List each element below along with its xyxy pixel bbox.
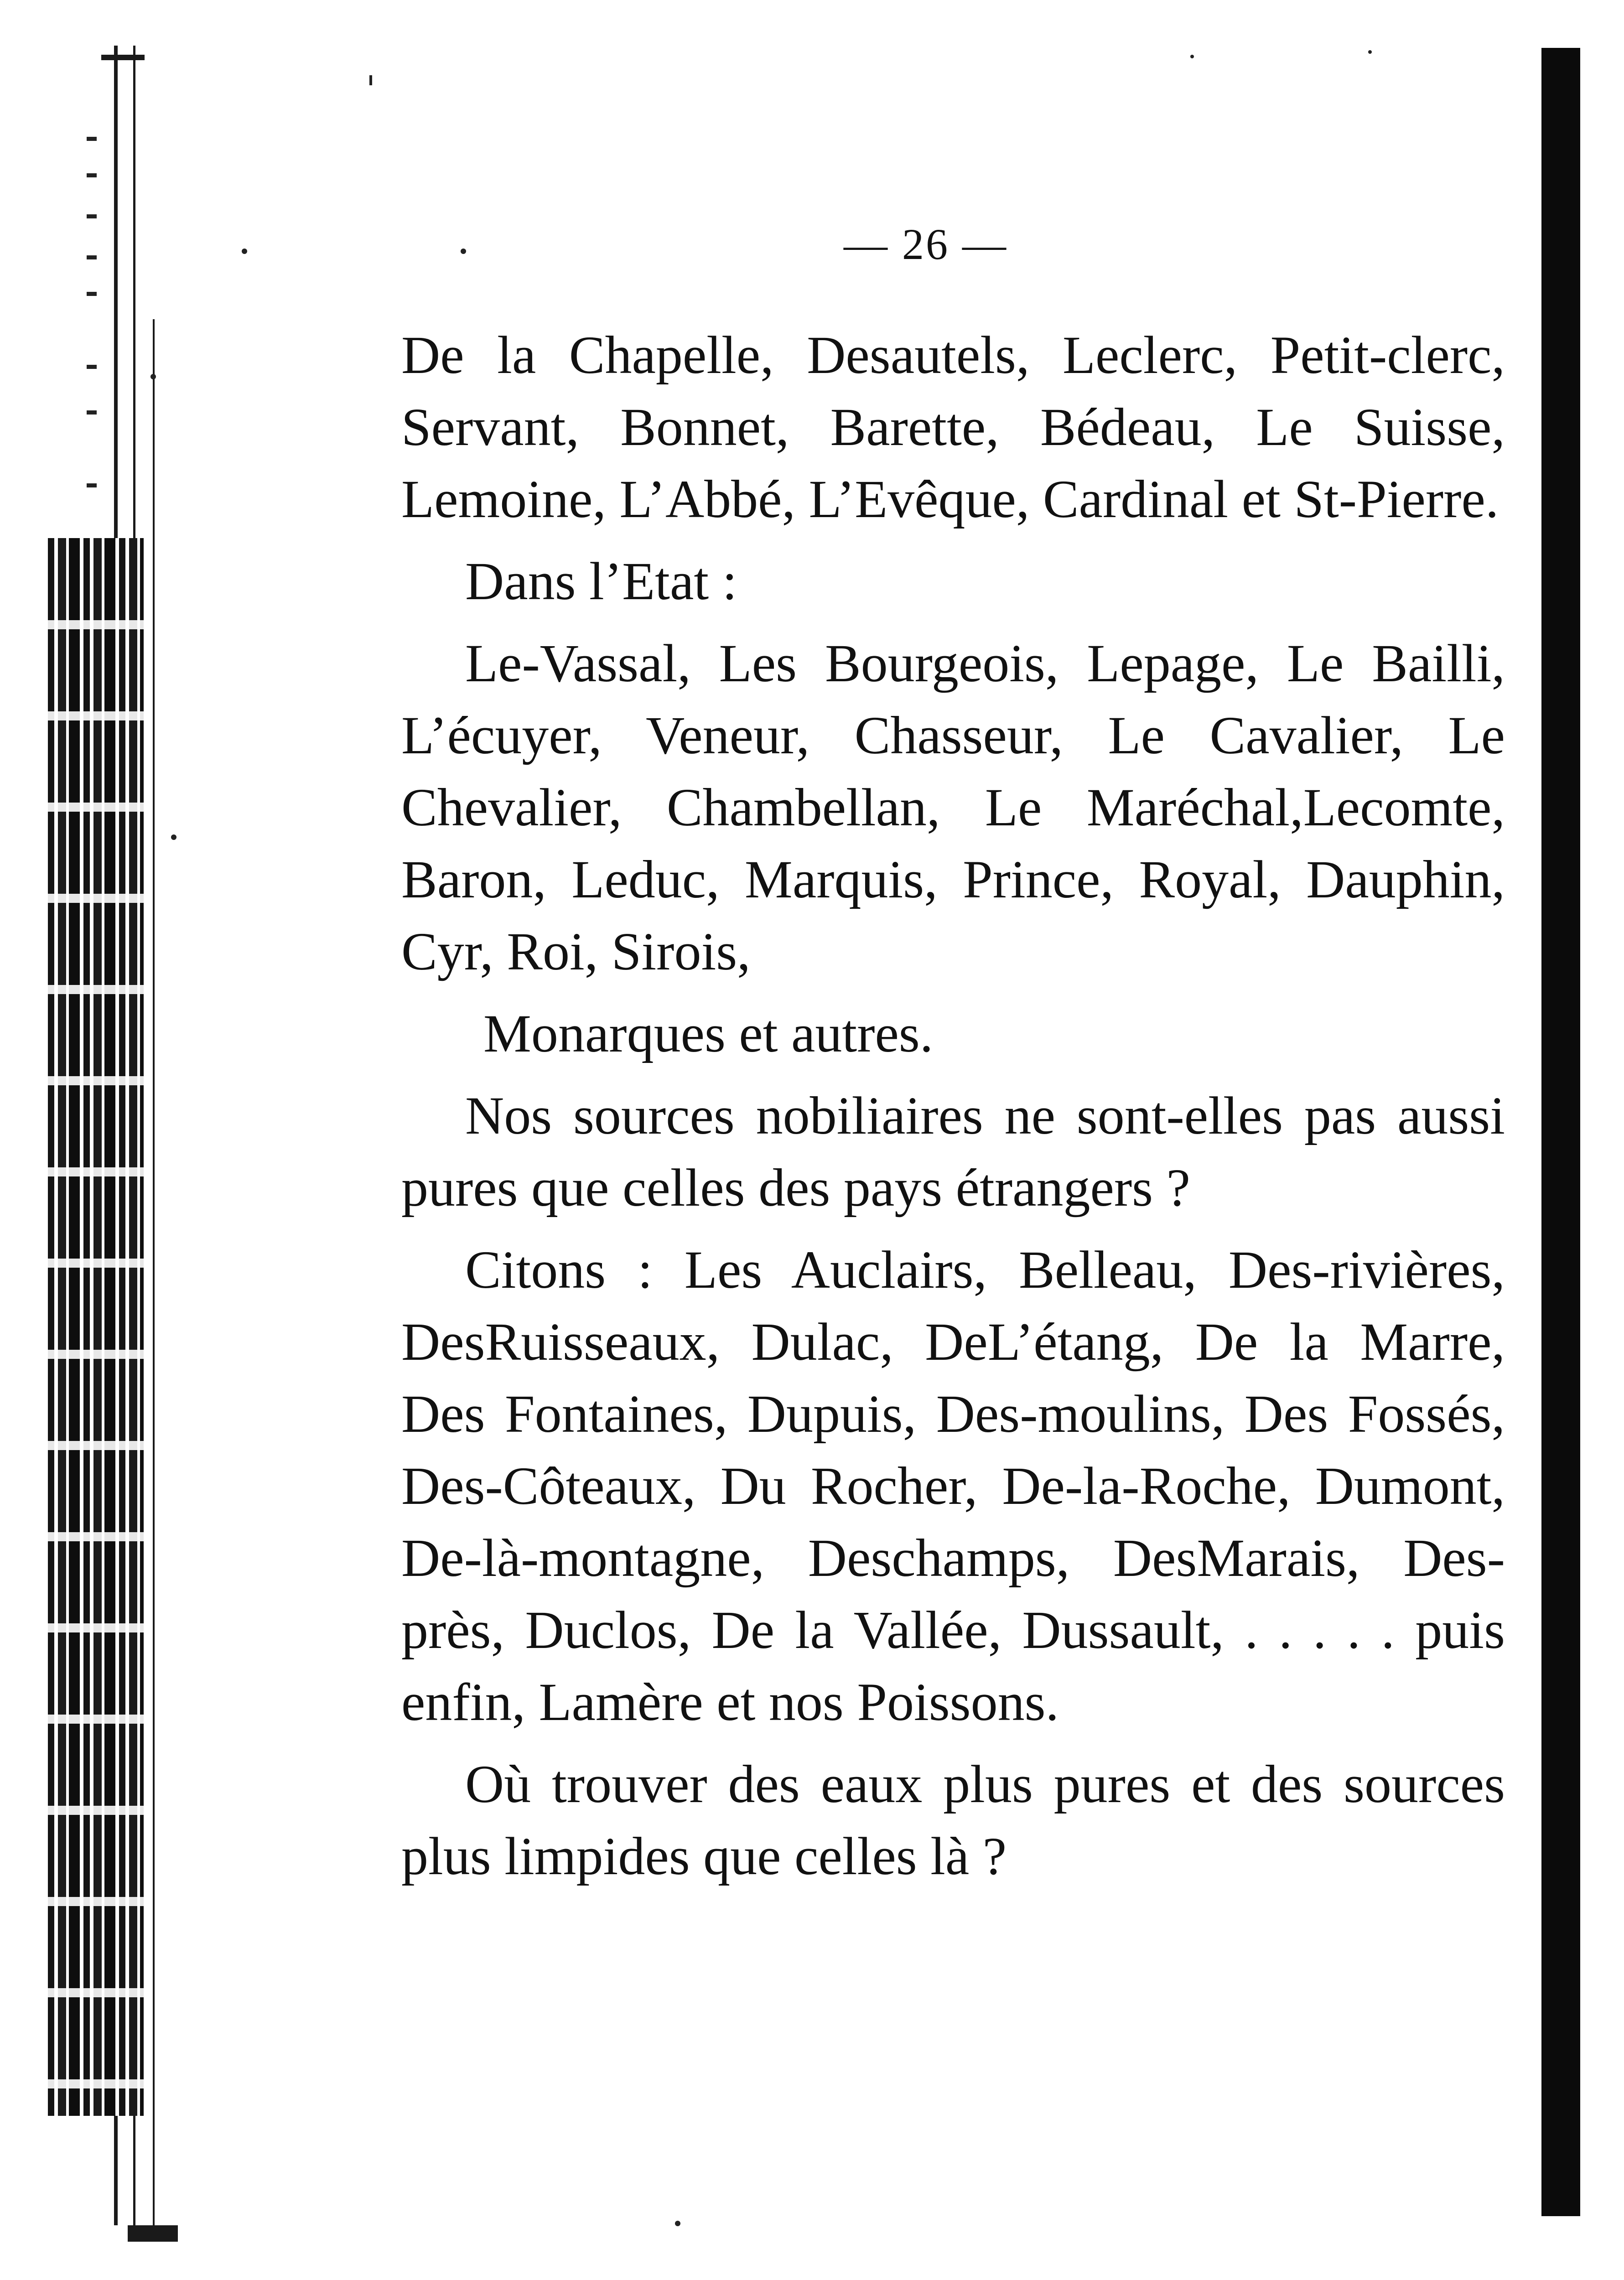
paragraph-names-nature: Citons : Les Auclairs, Belleau, Des-rivières, DesRuisseaux, Dulac, DeL’étang, De la Marre, Des Fontaines, Dupuis, Des-moulins, Des Fossés, Des-Côteaux, Du Rocher, De-la-Roche, Dumont, De-là-montagne, Deschamps, DesMarais, Des-près, Duclos, De la Vallée, Dussault, . . . . . puis enfin, Lamère et nos Poissons.: [401, 1240, 1505, 1732]
page-body: [401, 319, 1505, 1892]
scan-speck: [369, 75, 372, 85]
scan-left-gutter-stripes: [48, 538, 144, 2116]
scan-speck: [150, 374, 156, 379]
paragraph-heading-etat: Dans l’Etat :: [465, 551, 737, 611]
scan-tick: [87, 410, 97, 415]
scan-tick: [87, 483, 97, 487]
scan-tick: [87, 137, 97, 141]
scan-smudge: [128, 2225, 178, 2242]
paragraph-names-state: Le-Vassal, Les Bourgeois, Lepage, Le Bailli, L’écuyer, Veneur, Chasseur, Le Cavalier, Le Chevalier, Chambellan, Le Maréchal,Lecomte, Baron, Leduc, Marquis, Prince, Royal, Dauphin, Cyr, Roi, Sirois,: [401, 633, 1505, 981]
paragraph-question-waters: Où trouver des eaux plus pures et des sources plus limpides que celles là ?: [401, 1754, 1505, 1886]
scan-speck: [1368, 50, 1372, 54]
scan-right-bar: [1541, 48, 1580, 2216]
scan-tick: [87, 214, 97, 218]
scan-tick: [87, 173, 97, 177]
paragraph-monarques: Monarques et autres.: [483, 1004, 934, 1063]
scan-speck: [461, 249, 466, 254]
paragraph-names-church: De la Chapelle, Desautels, Leclerc, Petit-clerc, Servant, Bonnet, Barette, Bédeau, Le Suisse, Lemoine, L’Abbé, L’Evêque, Cardinal et St-Pierre.: [401, 325, 1505, 529]
scan-tick: [87, 292, 97, 296]
scan-tick: [87, 255, 97, 259]
page-number: — 26 —: [844, 220, 1008, 269]
scan-speck: [1190, 55, 1194, 58]
scan-speck: [242, 249, 247, 254]
scan-tick: [87, 365, 97, 369]
paragraph-question-sources: Nos sources nobiliaires ne sont-elles pas aussi pures que celles des pays étrangers ?: [401, 1086, 1505, 1218]
scan-speck: [171, 834, 176, 840]
scan-edge-line: [153, 319, 155, 2234]
scan-speck: [675, 2221, 680, 2226]
scan-edge-mark: [101, 55, 145, 60]
